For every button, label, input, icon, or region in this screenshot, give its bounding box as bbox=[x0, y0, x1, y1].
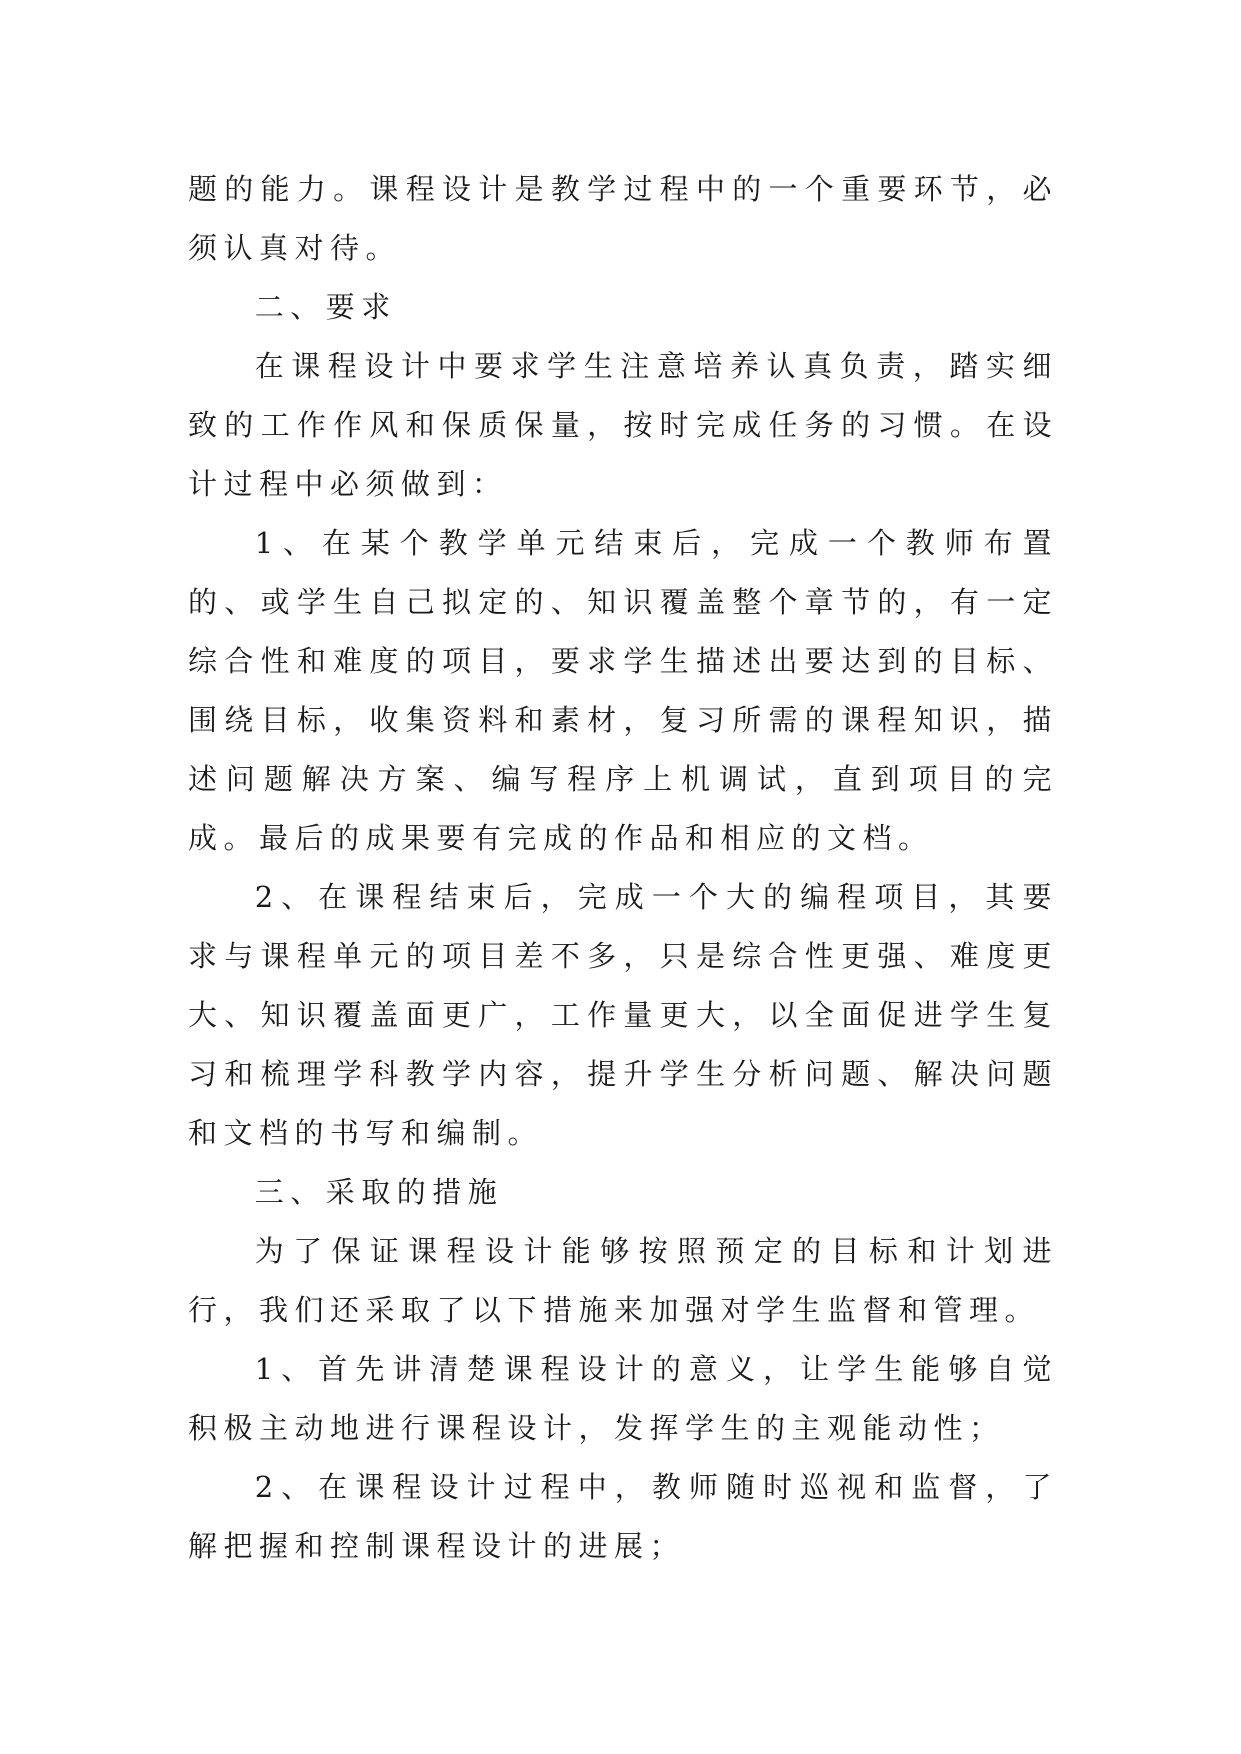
paragraph-measures-intro: 为了保证课程设计能够按照预定的目标和计划进行，我们还采取了以下措施来加强对学生监督和管理。 bbox=[188, 1234, 1058, 1327]
paragraph-measure-1: 1、首先讲清楚课程设计的意义，让学生能够自觉积极主动地进行课程设计，发挥学生的主观能动性； bbox=[188, 1352, 1058, 1445]
paragraph-requirement-2: 2、在课程结束后，完成一个大的编程项目，其要求与课程单元的项目差不多，只是综合性更强、难度更大、知识覆盖面更广，工作量更大，以全面促进学生复习和梳理学科教学内容，提升学生分析问题、解决问题和文档的书写和编制。 bbox=[188, 880, 1058, 1150]
document-body bbox=[188, 160, 1058, 1576]
paragraph-requirement-1: 1、在某个教学单元结束后，完成一个教师布置的、或学生自己拟定的、知识覆盖整个章节的，有一定综合性和难度的项目，要求学生描述出要达到的目标、围绕目标，收集资料和素材，复习所需的课程知识，描述问题解决方案、编写程序上机调试，直到项目的完成。最后的成果要有完成的作品和相应的文档。 bbox=[188, 526, 1058, 855]
section-heading-measures: 三、采取的措施 bbox=[254, 1175, 504, 1209]
paragraph-continuation: 题的能力。课程设计是教学过程中的一个重要环节，必须认真对待。 bbox=[188, 172, 1058, 265]
paragraph-measure-2: 2、在课程设计过程中，教师随时巡视和监督，了解把握和控制课程设计的进展； bbox=[188, 1470, 1058, 1563]
section-heading-requirements: 二、要求 bbox=[254, 290, 397, 324]
paragraph-requirements-intro: 在课程设计中要求学生注意培养认真负责，踏实细致的工作作风和保质保量，按时完成任务的习惯。在设计过程中必须做到： bbox=[188, 349, 1058, 501]
